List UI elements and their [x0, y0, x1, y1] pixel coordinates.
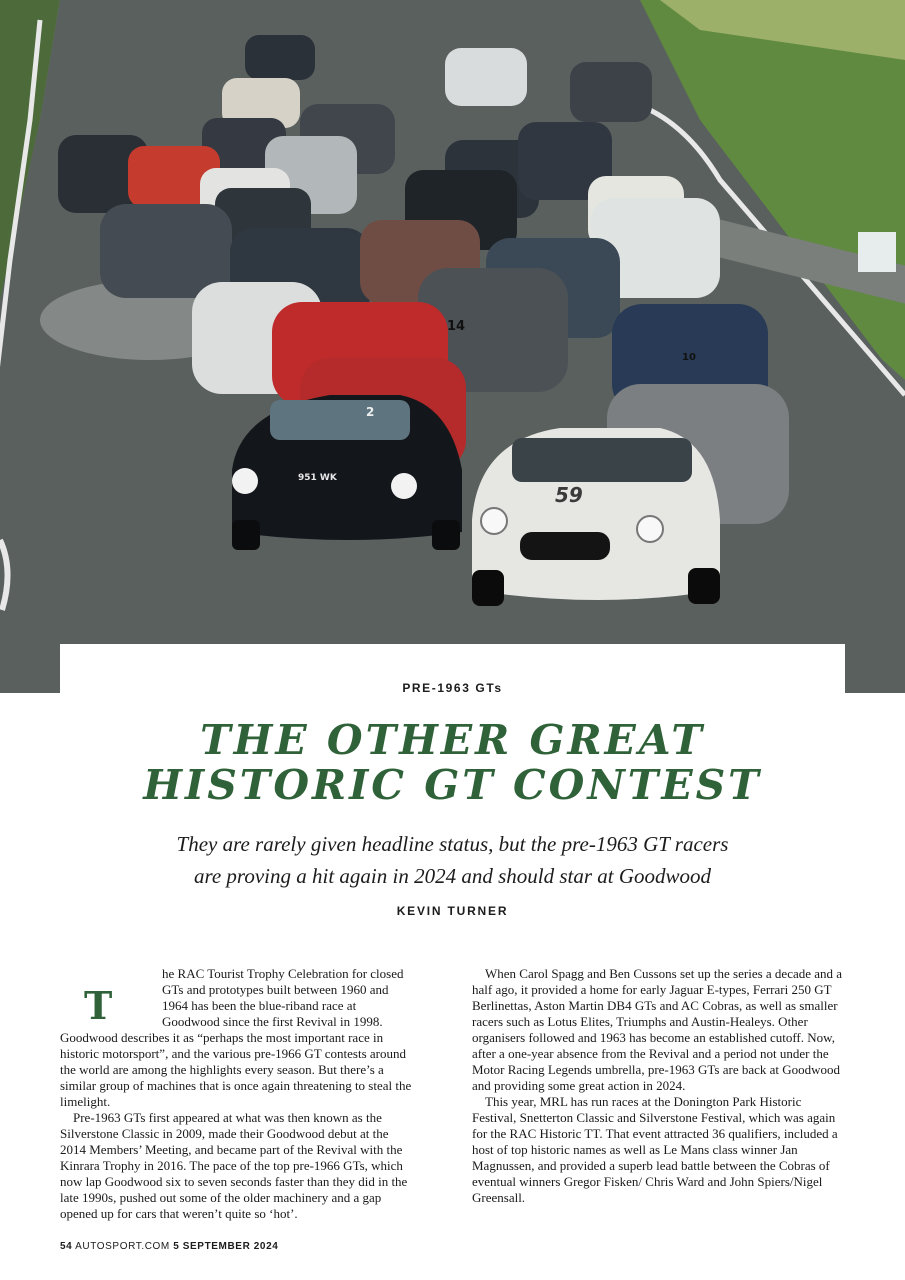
headline — [0, 718, 905, 808]
paragraph: Pre-1963 GTs first appeared at what was then known as the Silverstone Classic in 2009, made their Goodwood debut at the 2014 Members’ Meeting, and became part of the Revival with the Kinrara Trophy in 2016. The pace of the top pre-1966 GTs, which now lap Goodwood six to seven seconds faster than they did in the late 1990s, pushed out some of the older machinery and a gap opened up for cars that weren’t quite so ‘hot’. — [60, 1110, 408, 1221]
body-column-right — [472, 966, 844, 1206]
byline: KEVIN TURNER — [396, 904, 509, 918]
footer-date: 5 SEPTEMBER 2024 — [173, 1241, 279, 1252]
paragraph: When Carol Spagg and Ben Cussons set up the series a decade and a half ago, it provided a home for early Jaguar E-types, Ferrari 250 GT Berlinettas, Aston Martin DB4 GTs and AC Cobras, as well as smaller racers such as Lotus Elites, Triumphs and Austin-Healeys. Other organisers followed and 1963 has become an established cutoff. Now, after a one-year absence from the Revival and a period not under the Motor Racing Legends umbrella, pre-1963 GTs are back at Goodwood and providing some great action in 2024. — [472, 966, 843, 1093]
headline-line-2: HISTORIC GT CONTEST — [143, 761, 762, 809]
paragraph: This year, MRL has run races at the Donington Park Historic Festival, Snetterton Classic and Silverstone Festival, which was again for the RAC Historic TT. That event attracted 36 qualifiers, included a host of top historic names as well as Le Mans class winner Jan Magnussen, and provided a superb lead battle between the Cobras of eventual winners Gregor Fisken/ Chris Ward and John Spiers/Nigel Greensall. — [472, 1094, 838, 1205]
title-panel — [60, 644, 845, 704]
car-number-2: 2 — [366, 405, 375, 419]
headline-line-1: THE OTHER GREAT — [200, 716, 705, 764]
standfirst-line-2: are proving a hit again in 2024 and should star at Goodwood — [193, 864, 712, 888]
dropcap: T — [84, 983, 113, 1028]
body-column-left — [60, 966, 415, 1222]
standfirst — [100, 828, 805, 892]
paragraph: he RAC Tourist Trophy Celebration for closed GTs and prototypes built between 1960 and 1964 has been the blue-riband race at Goodwood since the first Revival in 1998. Goodwood describes it as “perhaps the most important race in historic motorsport”, and the various pre-1966 GT contests around the world are among the highlights every season. But there’s a similar group of machines that is once again threatening to steal the limelight. — [60, 966, 412, 1109]
section-kicker: PRE-1963 GTs — [402, 681, 503, 695]
car-number-14: 14 — [447, 319, 466, 334]
standfirst-line-1: They are rarely given headline status, but the pre-1963 GT racers — [176, 832, 729, 856]
footer-site: AUTOSPORT.COM — [75, 1241, 170, 1252]
number-plate: 951 WK — [298, 473, 337, 483]
page-number: 54 — [60, 1241, 73, 1252]
car-number-10: 10 — [682, 352, 696, 363]
marker-board — [858, 232, 896, 272]
car-number-59: 59 — [555, 483, 583, 507]
page-footer — [60, 1241, 278, 1252]
